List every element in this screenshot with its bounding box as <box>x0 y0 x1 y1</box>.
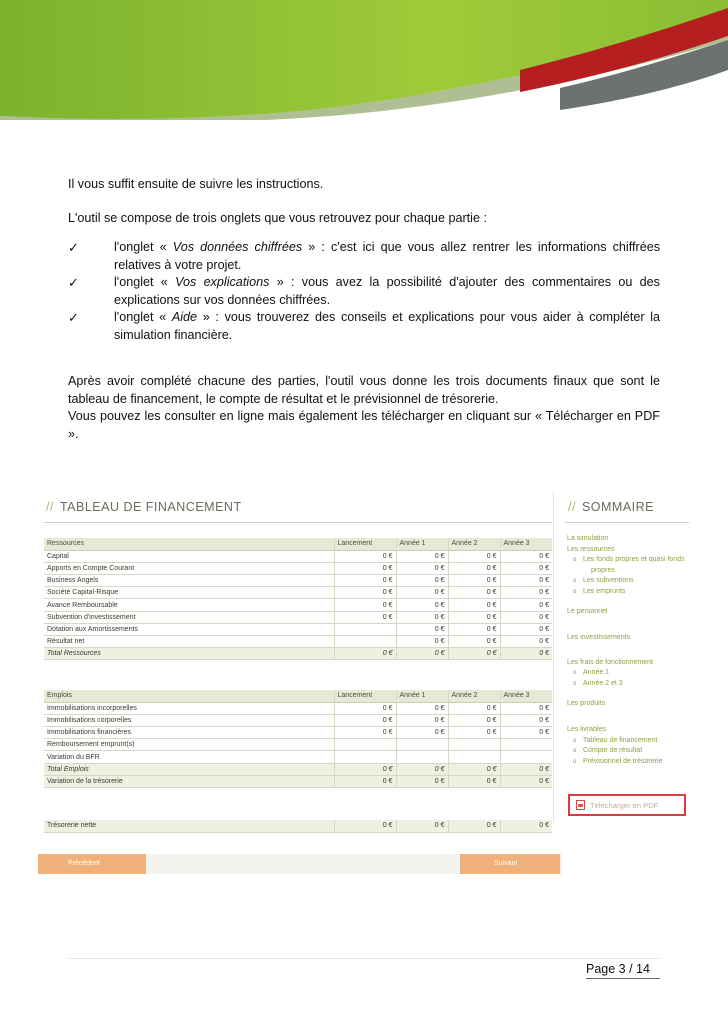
table-row: Dotation aux Amortissements 0 € 0 € 0 € <box>44 623 552 635</box>
table-header-row: Ressources Lancement Année 1 Année 2 Année 3 <box>44 538 552 550</box>
table-row: Avance Remboursable 0 € 0 € 0 € 0 € <box>44 599 552 611</box>
body-text <box>68 176 660 443</box>
total-row: Total Emplois 0 € 0 € 0 € 0 € <box>44 763 552 775</box>
table-row: Business Angels 0 € 0 € 0 € 0 € <box>44 575 552 587</box>
tresorerie-row: Trésorerie nette 0 € 0 € 0 € 0 € <box>44 820 552 832</box>
divider <box>553 492 554 822</box>
page-number-underline <box>586 978 660 979</box>
previous-button[interactable]: Précédent <box>38 854 146 874</box>
table-row: Capital 0 € 0 € 0 € 0 € <box>44 550 552 562</box>
sommaire-link-frais[interactable]: Les frais de fonctionnement <box>567 658 653 666</box>
sommaire-link-simulation[interactable]: La simulation <box>567 535 609 542</box>
download-pdf-button[interactable]: Télécharger en PDF <box>568 794 686 816</box>
table-row: Immobilisations financières 0 € 0 € 0 € 0 € <box>44 727 552 739</box>
sommaire-link-personnel[interactable]: Le personnel <box>567 607 608 615</box>
sommaire-sublink[interactable]: o Les emprunts <box>567 587 693 598</box>
sommaire-sublink[interactable]: o Les fonds propres et quasi fonds <box>567 555 693 566</box>
sommaire-link-livrables[interactable]: Les livrables <box>567 726 606 734</box>
download-paragraph: Vous pouvez les consulter en ligne mais également les télécharger en cliquant sur « Télécharger en PDF ». <box>68 409 660 441</box>
next-button[interactable]: Suivant <box>460 854 560 874</box>
panel-title: // TABLEAU DE FINANCEMENT <box>46 500 242 514</box>
total-row: Total Ressources 0 € 0 € 0 € 0 € <box>44 648 552 660</box>
ressources-table <box>44 538 552 660</box>
tableau-screenshot <box>36 492 696 882</box>
checkmark-icon: ✓ <box>68 275 79 290</box>
table-row: Résultat net 0 € 0 € 0 € <box>44 636 552 648</box>
tresorerie-table <box>44 820 552 833</box>
sommaire-link-investissements[interactable]: Les investissements <box>567 634 631 642</box>
table-row: Remboursement emprunt(s) <box>44 739 552 751</box>
table-row: Apports en Compte Courant 0 € 0 € 0 € 0 € <box>44 562 552 574</box>
pdf-icon <box>576 800 585 810</box>
table-row: Variation du BFR <box>44 751 552 763</box>
sommaire-sublink[interactable]: o Les subventions <box>567 576 693 587</box>
checkmark-icon: ✓ <box>68 240 79 255</box>
list-item: ✓ l'onglet « Vos explications » : vous avez la possibilité d'ajouter des commentaires ou des explications sur vos données chiffrées. <box>68 275 660 307</box>
header-banner <box>0 0 728 120</box>
table-row: Immobilisations corporelles 0 € 0 € 0 € 0 € <box>44 714 552 726</box>
sommaire-sublink[interactable]: o Année 1 <box>567 668 693 679</box>
table-row: Immobilisations incorporelles 0 € 0 € 0 € 0 € <box>44 702 552 714</box>
sommaire-sublink[interactable]: o Tableau de financement <box>567 736 693 747</box>
emplois-table <box>44 690 552 788</box>
sommaire-sublink[interactable]: o Compte de résultat <box>567 746 693 757</box>
intro-paragraph: Il vous suffit ensuite de suivre les instructions. <box>68 177 324 191</box>
table-header-row: Emplois Lancement Année 1 Année 2 Année 3 <box>44 690 552 702</box>
sommaire-title: // SOMMAIRE <box>568 500 655 514</box>
sommaire-sublink[interactable]: o Prévisionnel de trésorerie <box>567 757 693 768</box>
list-item: ✓ l'onglet « Aide » : vous trouverez des conseils et explications pour vous aider à compléter la simulation financière. <box>68 310 660 342</box>
footer-divider <box>68 958 660 959</box>
banner-graphic <box>0 0 728 120</box>
sommaire-link-ressources[interactable]: Les ressources <box>567 545 615 553</box>
sommaire-sublink[interactable]: o Année 2 et 3 <box>567 679 693 690</box>
sommaire-sublink-cont[interactable]: propres <box>591 566 615 574</box>
sommaire-nav <box>567 534 693 768</box>
list-item: ✓ l'onglet « Vos données chiffrées » : c'est ici que vous allez rentrer les informations chiffrées relatives à votre projet. <box>68 240 660 272</box>
page-number: Page 3 / 14 <box>586 962 650 976</box>
divider <box>565 522 689 523</box>
table-row: Société Capital-Risque 0 € 0 € 0 € 0 € <box>44 587 552 599</box>
summary-paragraph: Après avoir complété chacune des parties, l'outil vous donne les trois documents finaux que sont le tableau de financement, le compte de résultat et le prévisionnel de trésorerie. <box>68 374 660 406</box>
divider <box>44 522 552 523</box>
lead-paragraph: L'outil se compose de trois onglets que vous retrouvez pour chaque partie : <box>68 210 487 225</box>
checkmark-icon: ✓ <box>68 310 79 325</box>
sommaire-link-produits[interactable]: Les produits <box>567 699 606 707</box>
bullet-list <box>68 239 660 344</box>
table-row: Subvention d'investissement 0 € 0 € 0 € 0 € <box>44 611 552 623</box>
variation-row: Variation de la trésorerie 0 € 0 € 0 € 0 € <box>44 775 552 787</box>
